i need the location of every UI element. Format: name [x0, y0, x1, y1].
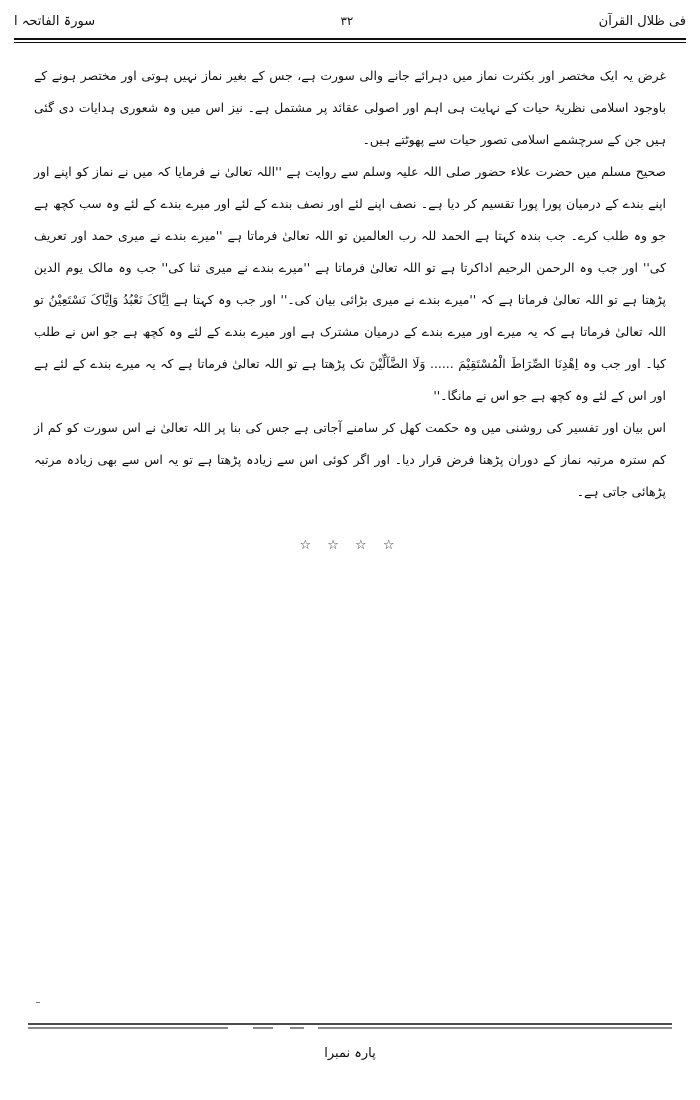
footer-para-label: پارہ نمبرا	[324, 1046, 376, 1061]
page-header	[14, 6, 686, 36]
header-rule	[14, 38, 686, 40]
footer-rule	[28, 1022, 672, 1030]
book-title: فی ظلال القرآن	[598, 13, 686, 29]
paragraph-2: صحیح مسلم میں حضرت علاء حضور صلی اللہ علیہ وسلم سے روایت ہے ''اللہ تعالیٰ نے فرمایا کہ میں نے نماز کو اپنے اور اپنے بندے کے درمیان پورا پورا تقسیم کر دیا ہے۔ نصف اپنے لئے اور نصف بندے کے لئے اور میرے بندے کے لئے وہ سب کچھ ہے جو وہ طلب کرے۔ جب بندہ کہتا ہے الحمد للہ رب العالمین تو اللہ تعالیٰ فرماتا ہے ''میرے بندے نے میری حمد اور تعریف کی'' اور جب وہ الرحمن الرحیم اداکرتا ہے تو اللہ تعالیٰ فرماتا ہے ''میرے بندے نے میری ثنا کی'' جب وہ مالک یوم الدین پڑھتا ہے تو اللہ تعالیٰ فرماتا ہے کہ ''میرے بندے نے میری بڑائی بیان کی۔'' اور جب وہ کہتا ہے اِیَّاکَ نَعْبُدُ وَاِیَّاکَ نَسْتَعِیْنُ تو اللہ تعالیٰ فرماتا ہے کہ یہ میرے اور میرے بندے کے درمیان مشترک ہے اور میرے بندے کے لئے وہ کچھ ہے جو اس نے طلب کیا۔ اور جب وہ اِھْدِنَا الصِّرَاطَ الْمُسْتَقِیْمَ ...... وَلَا الضَّآلِّیْنَ تک پڑھتا ہے تو اللہ تعالیٰ فرماتا ہے کہ یہ میرے بندے کے لئے ہے اور اس کے لئے وہ کچھ ہے جو اس نے مانگا۔''	[34, 164, 666, 403]
paragraph-3: اس بیان اور تفسیر کی روشنی میں وہ حکمت کھل کر سامنے آجاتی ہے جس کی بنا پر اللہ تعالیٰ نے اس سورت کو کم از کم سترہ مرتبہ نماز کے دوران پڑھنا فرض قرار دیا۔ اور اگر کوئی اس سے زیادہ پڑھتا ہے تو یہ اس سے بھی زیادہ مرتبہ پڑھائی جاتی ہے۔	[34, 420, 666, 499]
scan-mark	[36, 1002, 40, 1003]
page-number: ۳۲	[340, 14, 354, 28]
section-separator: ☆ ☆ ☆ ☆	[299, 538, 401, 553]
page-body	[34, 60, 666, 508]
header-rule-thin	[14, 42, 686, 43]
paragraph-1: غرض یہ ایک مختصر اور بکثرت نماز میں دہرائے جانے والی سورت ہے، جس کے بغیر نماز نہیں ہوتی اور مختصر ہونے کے باوجود اسلامی نظریۂ حیات کے نہایت ہی اہم اور اصولی عقائد پر مشتمل ہے۔ نیز اس میں وہ شعوری ہدایات دی گئی ہیں جن کے سرچشمے اسلامی تصور حیات سے پھوٹتے ہیں۔	[34, 68, 666, 147]
surah-title: سورۃ الفاتحہ ا	[14, 13, 96, 29]
